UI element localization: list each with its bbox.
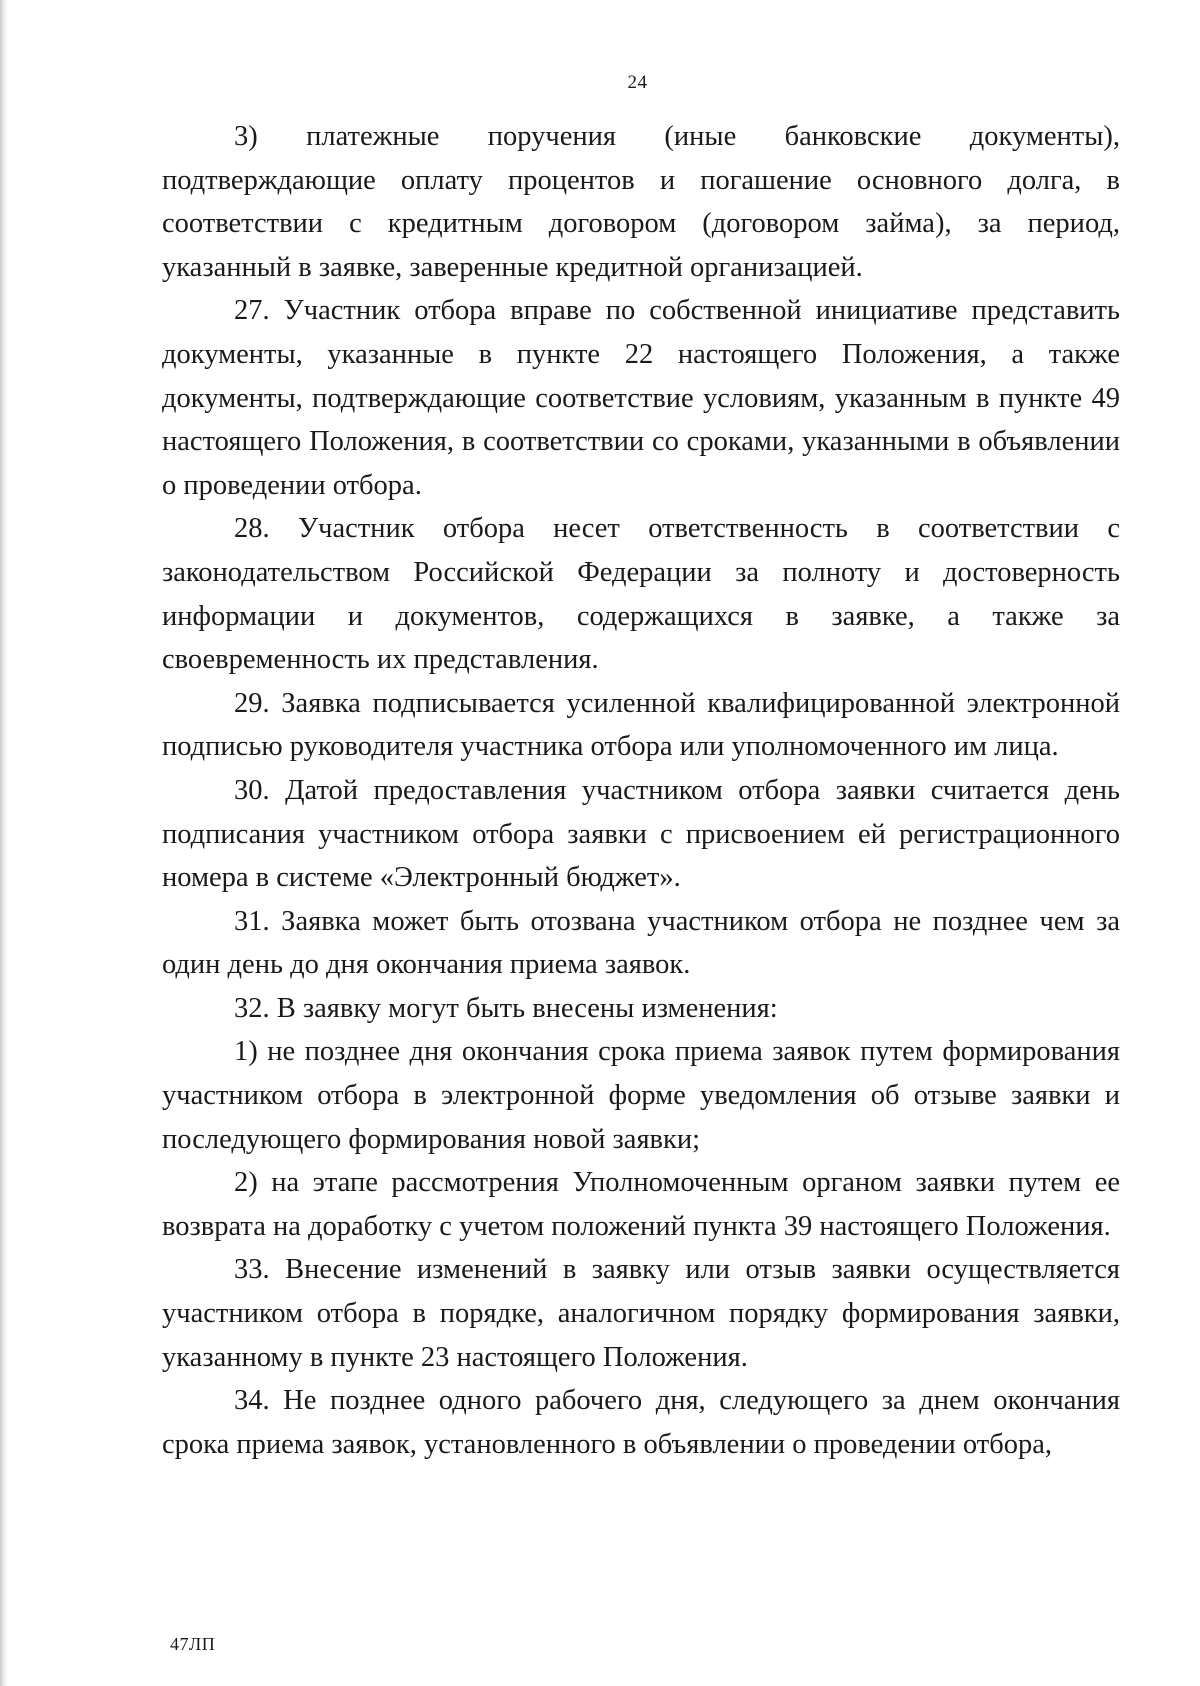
paragraph-28: 28. Участник отбора несет ответственность в соответствии с законодательством Российской Федерации за полноту и достоверность информации и документов, содержащихся в заявке, а также за своевременность их представления. xyxy=(162,513,1120,676)
paragraph-29: 29. Заявка подписывается усиленной квалифицированной электронной подписью руководителя участника отбора или уполномоченного им лица. xyxy=(162,687,1120,763)
page-number: 24 xyxy=(627,72,648,93)
paragraph-31: 31. Заявка может быть отозвана участником отбора не позднее чем за один день до дня окончания приема заявок. xyxy=(162,905,1120,981)
document-body xyxy=(162,115,1120,1466)
paragraph-33: 33. Внесение изменений в заявку или отзыв заявки осуществляется участником отбора в порядке, аналогичном порядку формирования заявки, указанному в пункте 23 настоящего Положения. xyxy=(162,1254,1120,1373)
footer-document-code: 47ЛП xyxy=(170,1634,216,1654)
paragraph-30: 30. Датой предоставления участником отбора заявки считается день подписания участником отбора заявки с присвоением ей регистрационного номера в системе «Электронный бюджет». xyxy=(162,774,1120,894)
paragraph-27: 27. Участник отбора вправе по собственной инициативе представить документы, указанные в пункте 22 настоящего Положения, а также документы, подтверждающие соответствие условиям, указанным в пункте 49 настоящего Положения, в соответствии со сроками, указанными в объявлении о проведении отбора. xyxy=(162,295,1120,501)
scan-edge xyxy=(0,0,8,1686)
paragraph-34: 34. Не позднее одного рабочего дня, следующего за днем окончания срока приема заявок, установленного в объявлении о проведении отбора, xyxy=(162,1385,1120,1460)
paragraph-32: 32. В заявку могут быть внесены изменения: xyxy=(234,992,778,1024)
paragraph-32-item-1: 1) не позднее дня окончания срока приема заявок путем формирования участником отбора в электронной форме уведомления об отзыве заявки и последующего формирования новой заявки; xyxy=(162,1036,1120,1155)
paragraph-item-3: 3) платежные поручения (иные банковские документы), подтверждающие оплату процентов и погашение основного долга, в соответствии с кредитным договором (договором займа), за период, указанный в заявке, заверенные кредитной организацией. xyxy=(162,121,1120,283)
paragraph-32-item-2: 2) на этапе рассмотрения Уполномоченным органом заявки путем ее возврата на доработку с учетом положений пункта 39 настоящего Положения. xyxy=(162,1167,1120,1242)
